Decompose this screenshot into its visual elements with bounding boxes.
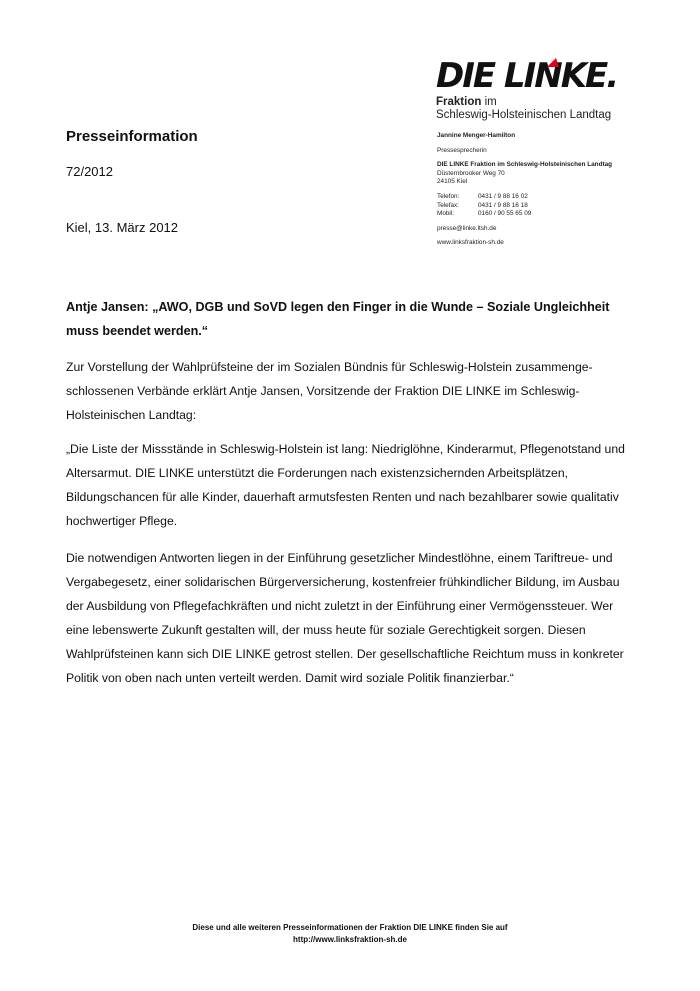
logo-fraktion: Fraktion [436,96,482,108]
paragraph-quote-1: „Die Liste der Missstände in Schleswig-Holstein ist lang: Niedriglöhne, Kinderarmut, Pflegenotstand und Altersarmut. DIE LINKE unterstützt die Forderungen nach existenzsichernden Arbeitsplätzen, Bildungschancen für alle Kinder, dauerhaft armutsfesten Renten und nach bezahlbarer sowie qualitativ hochwertiger Pflege. [66,442,625,528]
footer [0,922,700,946]
document-type-label: Presseinformation [66,128,198,145]
phone-label: Telefon: [437,192,460,200]
contact-org: DIE LINKE Fraktion im Schleswig-Holsteinischen Landtag [437,161,613,169]
headline: Antje Jansen: „AWO, DGB und SoVD legen den Finger in die Wunde – Soziale Ungleichheit muss beendet werden.“ [66,300,610,338]
phone-row [437,210,637,219]
contact-name: Jannine Menger-Hamilton [437,132,516,139]
footer-link[interactable]: http://www.linksfraktion-sh.de [293,935,407,944]
phone-value: 0431 / 9 88 16 18 [478,201,528,209]
phone-label: Mobil: [437,210,455,218]
dateline: Kiel, 13. März 2012 [66,220,179,235]
contact-street: Düsternbrooker Weg 70 [437,169,505,177]
contact-block [437,132,637,248]
press-number: 72/2012 [66,164,113,179]
logo-word-text: DIE LINKE [436,56,607,96]
paragraph-quote-2: Die notwendigen Antworten liegen in der Einführung gesetzlicher Mindestlöhne, einem Tariftreue- und Vergabegesetz, einer solidarischen Bürgerversicherung, kostenfreier frühkindlicher Bildung, im Ausbau der Ausbildung von Pflegefachkräften und nicht zuletzt in der Einführung einer Vermögenssteuer. Wer eine lebenswerte Zukunft gestalten will, der muss heute für soziale Gerechtigkeit sorgen. Diesen Wahlprüfsteinen kann sich DIE LINKE getrost stellen. Der gesellschaftliche Reichtum muss in konkreter Politik von oben nach unten verteilt werden. Damit wird soziale Politik finanzierbar.“ [66,551,624,685]
contact-web: www.linksfraktion-sh.de [437,239,504,247]
contact-email: presse@linke.ltsh.de [437,224,497,232]
logo-wordmark [436,56,626,96]
logo-im: im [481,96,497,108]
phone-row [437,202,637,211]
phone-value: 0160 / 90 55 65 09 [478,210,532,218]
party-logo [436,56,626,122]
contact-city: 24105 Kiel [437,178,468,186]
logo-subtitle-2: Schleswig-Holsteinischen Landtag [436,109,612,121]
phone-row [437,193,637,202]
logo-flag-icon [547,58,559,67]
logo-subtitle-1 [436,96,626,109]
paragraph-intro: Zur Vorstellung der Wahlprüfsteine der im Sozialen Bündnis für Schleswig-Holstein zusammengeschlossenen Verbände erklärt Antje Jansen, Vorsitzende der Fraktion DIE LINKE im Schleswig-Holsteinischen Landtag: [66,360,593,422]
phone-label: Telefax: [437,201,460,209]
phone-value: 0431 / 9 88 16 02 [478,192,528,200]
contact-role: Pressesprecherin [437,146,487,154]
footer-line-1: Diese und alle weiteren Presseinformationen der Fraktion DIE LINKE finden Sie auf [192,923,508,932]
logo-dot: . [606,56,618,96]
